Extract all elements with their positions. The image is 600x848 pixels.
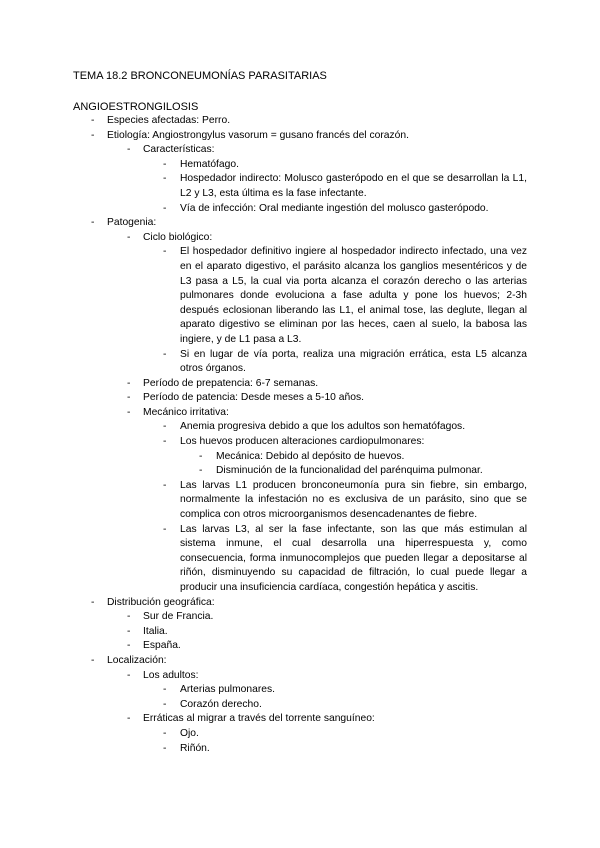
bullet-dash: - bbox=[163, 436, 167, 448]
list-item-text: Arterias pulmonares. bbox=[180, 684, 275, 696]
list-item-text: Sur de Francia. bbox=[143, 611, 214, 623]
list-item bbox=[0, 435, 600, 450]
list-item-text: Las larvas L1 producen bronconeumonía pura sin fiebre, sin embargo, normalmente la infestación no es exclusiva de un parásito, sino que se complica con otros microorganismos desencadenantes de fiebre. bbox=[180, 479, 527, 521]
list-item bbox=[0, 172, 600, 201]
bullet-dash: - bbox=[91, 217, 95, 229]
list-item bbox=[0, 464, 600, 479]
bullet-dash: - bbox=[163, 246, 167, 258]
section-heading: ANGIOESTRONGILOSIS bbox=[73, 101, 199, 113]
bullet-dash: - bbox=[127, 625, 131, 637]
bullet-dash: - bbox=[91, 129, 95, 141]
bullet-dash: - bbox=[163, 173, 167, 185]
list-item-text: Los adultos: bbox=[143, 669, 199, 681]
list-item-text: Anemia progresiva debido a que los adultos son hematófagos. bbox=[180, 421, 466, 433]
list-item-text: Distribución geográfica: bbox=[107, 596, 215, 608]
bullet-dash: - bbox=[127, 669, 131, 681]
list-item-text: El hospedador definitivo ingiere al hospedador indirecto infectado, una vez en el aparato digestivo, el parásito alcanza los ganglios mesentéricos y de L3 pasa a L5, la cual via porta alcanza el corazón derecho o las arterias pulmonares donde evoluciona a fase adulta y pone los huevos; 2-3h después eclosionan liberando las L1, el animal tose, las deglute, llegan al aparato digestivo se eliminan por las heces, caen al suelo, la babosa las ingiere, y de L1 pasa a L3. bbox=[180, 246, 527, 345]
list-item bbox=[0, 654, 600, 669]
bullet-dash: - bbox=[163, 202, 167, 214]
list-item-text: Período de prepatencia: 6-7 semanas. bbox=[143, 377, 319, 389]
bullet-dash: - bbox=[127, 231, 131, 243]
list-item bbox=[0, 348, 600, 377]
list-item bbox=[0, 231, 600, 246]
bullet-dash: - bbox=[199, 450, 203, 462]
list-item bbox=[0, 143, 600, 158]
list-item-text: España. bbox=[143, 640, 181, 652]
list-item bbox=[0, 158, 600, 173]
list-item-text: Riñón. bbox=[180, 742, 210, 754]
list-item-text: Las larvas L3, al ser la fase infectante, son las que más estimulan al sistema inmune, el cual desarrolla una hiperrespuesta y, como consecuencia, forma inmunocomplejos que pueden llegar a depositarse al riñón, disminuyendo su capacidad de filtración, lo cual puede llegar a producir una insuficiencia cardíaca, congestión hepática y ascitis. bbox=[180, 523, 527, 593]
bullet-dash: - bbox=[163, 698, 167, 710]
list-item bbox=[0, 742, 600, 757]
list-item-text: Ciclo biológico: bbox=[143, 231, 213, 243]
list-item-text: Vía de infección: Oral mediante ingestión del molusco gasterópodo. bbox=[180, 202, 489, 214]
list-item bbox=[0, 377, 600, 392]
bullet-dash: - bbox=[163, 742, 167, 754]
bullet-dash: - bbox=[127, 392, 131, 404]
bullet-dash: - bbox=[163, 158, 167, 170]
list-item bbox=[0, 406, 600, 421]
list-item bbox=[0, 129, 600, 144]
bullet-dash: - bbox=[127, 611, 131, 623]
list-item-text: Ojo. bbox=[180, 727, 199, 739]
list-item bbox=[0, 245, 600, 347]
list-item-text: Especies afectadas: Perro. bbox=[107, 115, 231, 126]
list-item bbox=[0, 479, 600, 523]
list-item bbox=[0, 625, 600, 640]
list-item bbox=[0, 727, 600, 742]
list-item-text: Patogenia: bbox=[107, 217, 157, 229]
bullet-dash: - bbox=[127, 377, 131, 389]
list-item-text: Localización: bbox=[107, 654, 167, 666]
bullet-dash: - bbox=[163, 421, 167, 433]
bullet-dash: - bbox=[127, 144, 131, 156]
document-title: TEMA 18.2 BRONCONEUMONÍAS PARASITARIAS bbox=[73, 70, 327, 82]
list-item-text: Período de patencia: Desde meses a 5-10 años. bbox=[143, 392, 364, 404]
bullet-dash: - bbox=[163, 348, 167, 360]
bullet-dash: - bbox=[163, 684, 167, 696]
list-item bbox=[0, 420, 600, 435]
list-item-text: Mecánico irritativa: bbox=[143, 406, 229, 418]
list-item bbox=[0, 683, 600, 698]
bullet-dash: - bbox=[91, 654, 95, 666]
list-item bbox=[0, 610, 600, 625]
list-item-text: Si en lugar de vía porta, realiza una migración errática, esta L5 alcanza otros órganos. bbox=[180, 348, 527, 375]
list-item-text: Etiología: Angiostrongylus vasorum = gusano francés del corazón. bbox=[107, 129, 409, 141]
list-item-text: Hospedador indirecto: Molusco gasterópodo en el que se desarrollan la L1, L2 y L3, esta última es la fase infectante. bbox=[180, 173, 527, 199]
bullet-dash: - bbox=[127, 713, 131, 725]
list-item bbox=[0, 698, 600, 713]
bullet-dash: - bbox=[163, 727, 167, 739]
bullet-dash: - bbox=[91, 596, 95, 608]
list-item-text: Italia. bbox=[143, 625, 168, 637]
bullet-dash: - bbox=[163, 479, 167, 491]
list-item bbox=[0, 114, 600, 129]
bullet-dash: - bbox=[127, 640, 131, 652]
list-item bbox=[0, 596, 600, 611]
bullet-dash: - bbox=[91, 115, 95, 126]
list-item bbox=[0, 669, 600, 684]
list-item-text: Los huevos producen alteraciones cardiopulmonares: bbox=[180, 436, 425, 448]
list-item bbox=[0, 712, 600, 727]
list-item-text: Hematófago. bbox=[180, 158, 239, 170]
list-item-text: Disminución de la funcionalidad del parénquima pulmonar. bbox=[216, 465, 483, 477]
list-item-text: Mecánica: Debido al depósito de huevos. bbox=[216, 450, 405, 462]
list-item bbox=[0, 216, 600, 231]
bullet-dash: - bbox=[163, 523, 167, 535]
bullet-dash: - bbox=[127, 406, 131, 418]
list-item-text: Erráticas al migrar a través del torrente sanguíneo: bbox=[143, 713, 375, 725]
list-item bbox=[0, 450, 600, 465]
list-item bbox=[0, 639, 600, 654]
outline-list bbox=[0, 114, 600, 756]
list-item-text: Características: bbox=[143, 144, 215, 156]
list-item bbox=[0, 523, 600, 596]
list-item bbox=[0, 391, 600, 406]
bullet-dash: - bbox=[199, 465, 203, 477]
list-item bbox=[0, 202, 600, 217]
list-item-text: Corazón derecho. bbox=[180, 698, 262, 710]
